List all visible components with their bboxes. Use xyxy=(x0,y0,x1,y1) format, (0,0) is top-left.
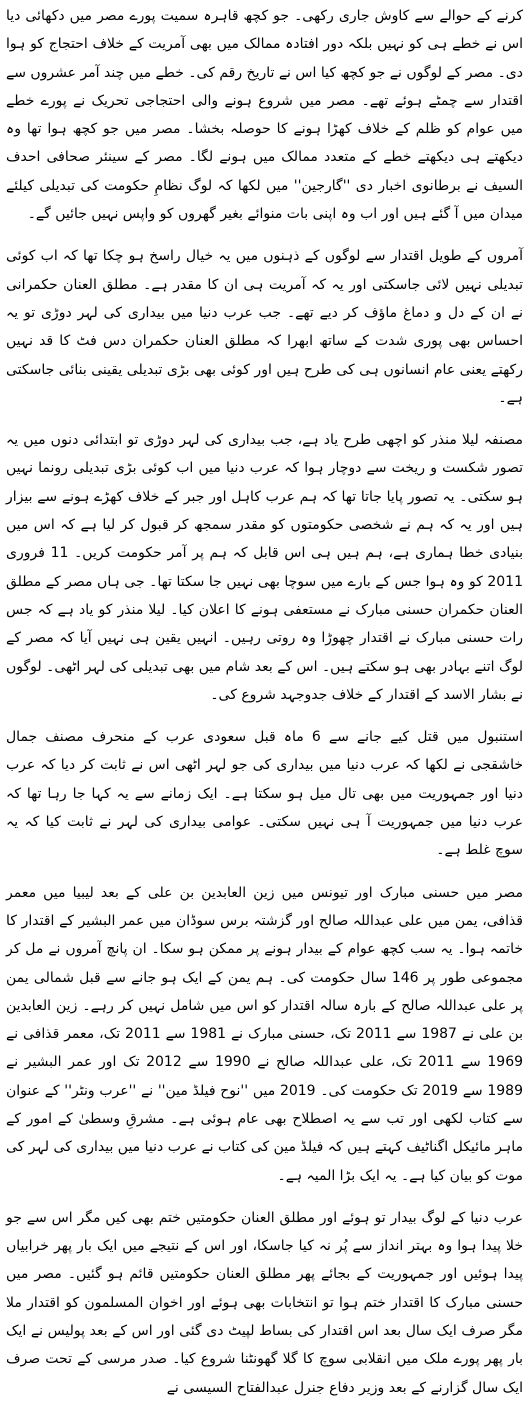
article-body xyxy=(6,2,523,1402)
paragraph-khashoggi: استنبول میں قتل کیے جانے سے 6 ماہ قبل سعودی عرب کے منحرف مصنف جمال خاشقجی نے لکھا کہ عرب دنیا میں بیداری کی جو لہر اٹھی اس نے ثابت کر دیا کہ عرب دنیا اور جمہوریت میں بھی تال میل ہو سکتا ہے۔ ایک زمانے سے یہ کہا جا رہا تھا کہ عرب دنیا میں جمہوریت آ ہی نہیں سکتی۔ عوامی بیداری کی لہر نے ثابت کیا کہ یہ سوچ غلط ہے۔ xyxy=(6,729,523,859)
paragraph-leila-mounzer: مصنفہ لیلا منذر کو اچھی طرح یاد ہے، جب بیداری کی لہر دوڑی تو ابتدائی دنوں میں یہ تصور شکست و ریخت سے دوچار ہوا کہ عرب دنیا میں اب کوئی بڑی تبدیلی رونما نہیں ہو سکتی۔ یہ تصور پایا جاتا تھا کہ ہم عرب کاہل اور جبر کے خلاف کھڑے ہونے سے بیزار ہیں اور یہ کہ ہم نے شخصی حکومتوں کو مقدر سمجھ کر قبول کر لیا ہے کہ اس میں بنیادی خطا ہماری ہے، ہم ہیں ہی اس قابل کہ ہم پر آمر حکومت کریں۔ 11 فروری 2011 کو وہ ہوا جس کے بارے میں سوچا بھی نہیں جا سکتا تھا۔ جی ہاں مصر کے مطلق العنان حکمران حسنی مبارک نے مستعفی ہونے کا اعلان کیا۔ لیلا منذر کو یاد ہے کہ جس رات حسنی مبارک نے اقتدار چھوڑا وہ روتی رہیں۔ انہیں یقین ہی نہیں آیا کہ مصر کے لوگ اتنے بہادر بھی ہو سکتے ہیں۔ اس کے بعد شام میں بھی تبدیلی کی لہر اٹھی۔ لوگوں نے بشار الاسد کے اقتدار کے خلاف جدوجہد شروع کی۔ xyxy=(6,432,523,703)
paragraph-aftermath: عرب دنیا کے لوگ بیدار تو ہوئے اور مطلق العنان حکومتیں ختم بھی کیں مگر اس سے جو خلا پیدا ہوا وہ بہتر انداز سے پُر نہ کیا جاسکا، اور اس کے نتیجے میں ایک بار پھر خرابیاں پیدا ہوئیں اور جمہوریت کے بجائے پھر مطلق العنان حکومتیں قائم ہو گئیں۔ مصر میں حسنی مبارک کا اقتدار ختم ہوا تو انتخابات بھی ہوئے اور اخوان المسلمون کو اقتدار ملا مگر صرف ایک سال بعد اس اقتدار کی بساط لپیٹ دی گئی اور اس کے بعد پولیس نے ایک بار پھر پورے ملک میں انقلابی سوچ کا گلا گھونٹنا شروع کیا۔ صدر مرسی کے تحت صرف ایک سال گزارنے کے بعد وزیر دفاع جنرل عبدالفتاح السیسی نے xyxy=(6,1209,523,1396)
paragraph-five-autocrats: مصر میں حسنی مبارک اور تیونس میں زین العابدین بن علی کے بعد لیبیا میں معمر قذافی، یمن میں علی عبداللہ صالح اور گزشتہ برس سوڈان میں عمر البشیر کے اقتدار کا خاتمہ ہوا۔ یہ سب کچھ عوام کے بیدار ہونے پر ممکن ہو سکا۔ ان پانچ آمروں نے مل کر مجموعی طور پر 146 سال حکومت کی۔ ہم یمن کے ایک ہو جانے سے قبل شمالی یمن پر علی عبداللہ صالح کے بارہ سالہ اقتدار کو اس میں شامل نہیں کر رہے۔ زین العابدین بن علی نے 1987 سے 2011 تک، حسنی مبارک نے 1981 سے 2011 تک، معمر قذافی نے 1969 سے 2011 تک، علی عبداللہ صالح نے 1990 سے 2012 تک اور عمر البشیر نے 1989 سے 2019 تک حکومت کی۔ 2019 میں ''نوح فیلڈ مین'' نے ''عرب ونٹر'' کے عنوان سے کتاب لکھی اور تب سے یہ اصطلاح بھی عام ہوئی ہے۔ مشرقِ وسطیٰ کے امور کے ماہر مائیکل اگناٹیف کہتے ہیں کہ فیلڈ مین کی کتاب نے عرب دنیا میں بیداری کی لہر کی موت کو بیان کیا ہے۔ یہ ایک بڑا المیہ ہے۔ xyxy=(6,884,524,1184)
paragraph-long-rule: آمروں کے طویل اقتدار سے لوگوں کے ذہنوں میں یہ خیال راسخ ہو چکا تھا کہ اب کوئی تبدیلی نہیں لائی جاسکتی اور یہ کہ آمریت ہی ان کا مقدر ہے۔ مطلق العنان حکمرانی نے ان کے دل و دماغ ماؤف کر دیے تھے۔ جب عرب دنیا میں بیداری کی لہر دوڑی تو یہ احساس بھی پوری شدت کے ساتھ ابھرا کہ مطلق العنان حکمران دس فٹ کا قد نہیں رکھتے یعنی عام انسانوں ہی کی طرح ہیں اور کوئی بھی بڑی تبدیلی یقینی بنائی جاسکتی ہے۔ xyxy=(6,248,523,406)
paragraph-egypt-uprising: کرنے کے حوالے سے کاوش جاری رکھی۔ جو کچھ قاہرہ سمیت پورے مصر میں دکھائی دیا اس نے خطے ہی کو نہیں بلکہ دور افتادہ ممالک میں بھی آمریت کے خلاف احتجاج کو ہوا دی۔ مصر کے لوگوں نے جو کچھ کیا اس نے تاریخ رقم کی۔ خطے میں چند آمر عشروں سے اقتدار سے چمٹے ہوئے تھے۔ مصر میں شروع ہونے والی احتجاجی تحریک نے پورے خطے میں عوام کو ظلم کے خلاف کھڑا ہونے کا حوصلہ بخشا۔ مصر میں جو کچھ ہوا تھا وہ دیکھتے ہی دیکھتے خطے کے متعدد ممالک میں ہونے لگا۔ مصر کے سینئر صحافی احدف السیف نے برطانوی اخبار دی ''گارجین'' میں لکھا کہ لوگ نظامِ حکومت کی تبدیلی کیلئے میدان میں آ گئے ہیں اور اب وہ اپنی بات منوائے بغیر گھروں کو واپس نہیں جائیں گے۔ xyxy=(6,8,523,223)
